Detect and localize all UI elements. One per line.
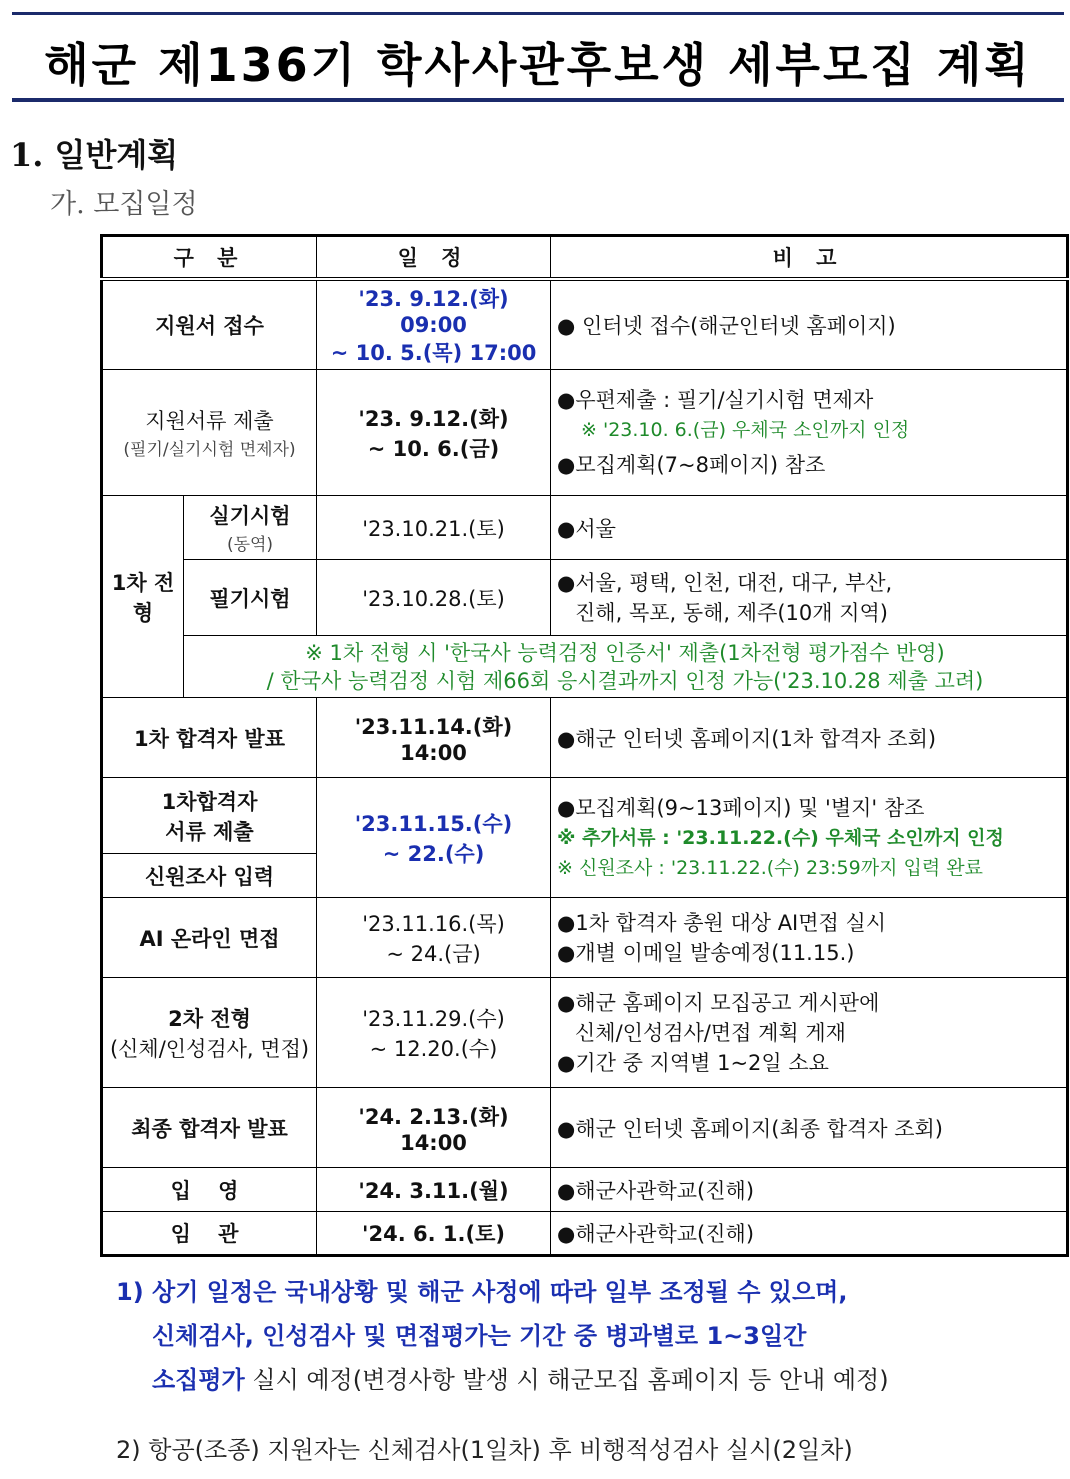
date-line: '23.11.15.(수) xyxy=(354,811,513,836)
row-note xyxy=(551,778,1068,898)
note-line: ※ '23.10. 6.(금) 우체국 소인까지 인정 xyxy=(581,419,910,441)
date-line: '23.11.14.(화) xyxy=(354,714,513,739)
note-line: ●우편제출 : 필기/실기시험 면제자 xyxy=(557,388,874,412)
table-row xyxy=(102,279,1068,370)
note-line: ●모집계획(7~8페이지) 참조 xyxy=(557,453,826,477)
date-line: ~ 10. 5.(목) 17:00 xyxy=(330,341,537,365)
label-main: 2차 전형 xyxy=(168,1006,251,1031)
header-category: 구 분 xyxy=(102,236,317,280)
row-note xyxy=(551,978,1068,1088)
date-line: 14:00 xyxy=(400,1130,467,1155)
footnote-line: 신체검사, 인성검사 및 면접평가는 기간 중 병과별로 1~3일간 xyxy=(152,1322,807,1350)
row-date xyxy=(317,1088,551,1168)
note-line: ※ 신원조사 : '23.11.22.(수) 23:59까지 입력 완료 xyxy=(557,856,983,879)
table-row xyxy=(102,1088,1068,1168)
table-row xyxy=(102,370,1068,496)
note-line: ●1차 합격자 총원 대상 AI면접 실시 xyxy=(557,910,887,935)
label-main: 실기시험 xyxy=(209,504,291,528)
header-schedule: 일 정 xyxy=(317,236,551,280)
label-sub: (필기/실기시험 면제자) xyxy=(123,440,296,460)
row-date xyxy=(317,978,551,1088)
table-row xyxy=(102,698,1068,778)
row-date xyxy=(317,778,551,898)
title-banner xyxy=(12,12,1064,102)
note-line: 진해, 목포, 동해, 제주(10개 지역) xyxy=(575,600,888,625)
table-row xyxy=(102,636,1068,698)
table-row xyxy=(102,778,1068,854)
label-sub: (신체/인성검사, 면접) xyxy=(109,1036,310,1061)
footnote-2: 2) 항공(조종) 지원자는 신체검사(1일차) 후 비행적성검사 실시(2일차) xyxy=(116,1436,853,1464)
label-main: 서류 제출 xyxy=(165,819,254,844)
row-label: 입 영 xyxy=(102,1168,317,1212)
row-date: '23.10.21.(토) xyxy=(317,496,551,560)
row-label: 지원서 접수 xyxy=(102,279,317,370)
row-date: '24. 6. 1.(토) xyxy=(317,1212,551,1256)
row-note xyxy=(551,560,1068,636)
row-note xyxy=(551,898,1068,978)
table-row xyxy=(102,978,1068,1088)
row-label xyxy=(102,978,317,1088)
footnote-emphasis: 소집평가 xyxy=(152,1366,245,1394)
note-line: ※ 추가서류 : '23.11.22.(수) 우체국 소인까지 인정 xyxy=(557,826,1004,849)
note-line: ●모집계획(9~13페이지) 및 '별지' 참조 xyxy=(557,795,925,820)
date-line: ~ 10. 6.(금) xyxy=(367,436,500,461)
footnote-1 xyxy=(116,1270,889,1402)
header-remarks: 비 고 xyxy=(551,236,1068,280)
date-line: '23.11.16.(목) xyxy=(362,911,505,936)
subsection-heading: 가. 모집일정 xyxy=(50,189,198,220)
date-line: '23. 9.12.(화) 09:00 xyxy=(358,287,509,337)
note-line: ※ 1차 전형 시 '한국사 능력검정 인증서' 제출(1차전형 평가점수 반영) xyxy=(305,640,945,665)
table-header-row xyxy=(102,236,1068,280)
note-line: 신체/인성검사/면접 계획 게재 xyxy=(575,1020,846,1045)
row-label xyxy=(184,496,317,560)
label-main: 지원서류 제출 xyxy=(145,409,274,433)
row-group-label: 1차 전형 xyxy=(102,496,184,698)
row-date xyxy=(317,898,551,978)
row-note: ●해군사관학교(진해) xyxy=(551,1168,1068,1212)
date-line: ~ 12.20.(수) xyxy=(369,1036,498,1061)
row-note: ●해군 인터넷 홈페이지(1차 합격자 조회) xyxy=(551,698,1068,778)
date-line: '24. 2.13.(화) xyxy=(358,1104,509,1129)
row-label xyxy=(102,778,317,854)
table-row xyxy=(102,1168,1068,1212)
note-line: / 한국사 능력검정 시험 제66회 응시결과까지 인정 가능('23.10.28 제출 고려) xyxy=(266,668,984,693)
note-line: ●해군 홈페이지 모집공고 게시판에 xyxy=(557,990,880,1015)
row-date xyxy=(317,698,551,778)
row-label: 신원조사 입력 xyxy=(102,854,317,898)
table-row xyxy=(102,898,1068,978)
table-row xyxy=(102,560,1068,636)
date-line: ~ 22.(수) xyxy=(382,841,485,866)
row-note: ●서울 xyxy=(551,496,1068,560)
table-row xyxy=(102,496,1068,560)
row-date: '24. 3.11.(월) xyxy=(317,1168,551,1212)
footnote-line: 1) 상기 일정은 국내상황 및 해군 사정에 따라 일부 조정될 수 있으며, xyxy=(116,1278,848,1306)
document-title: 해군 제136기 학사사관후보생 세부모집 계획 xyxy=(44,38,1032,92)
row-label: 임 관 xyxy=(102,1212,317,1256)
row-label: 1차 합격자 발표 xyxy=(102,698,317,778)
row-note: ● 인터넷 접수(해군인터넷 홈페이지) xyxy=(551,279,1068,370)
schedule-table xyxy=(100,234,1069,1257)
row-label: 필기시험 xyxy=(184,560,317,636)
row-note: ●해군 인터넷 홈페이지(최종 합격자 조회) xyxy=(551,1088,1068,1168)
footnote-text: 실시 예정(변경사항 발생 시 해군모집 홈페이지 등 안내 예정) xyxy=(244,1366,889,1394)
date-line: '23. 9.12.(화) xyxy=(358,406,509,431)
row-note: ●해군사관학교(진해) xyxy=(551,1212,1068,1256)
row-label: AI 온라인 면접 xyxy=(102,898,317,978)
date-line: ~ 24.(금) xyxy=(386,941,481,966)
row-note xyxy=(184,636,1068,698)
label-sub: (동역) xyxy=(226,535,274,555)
row-date xyxy=(317,370,551,496)
section-heading: 1. 일반계획 xyxy=(10,136,179,174)
row-label: 최종 합격자 발표 xyxy=(102,1088,317,1168)
note-line: ●기간 중 지역별 1~2일 소요 xyxy=(557,1050,829,1075)
row-date xyxy=(317,279,551,370)
footnote-line xyxy=(116,1358,889,1402)
table-row xyxy=(102,1212,1068,1256)
row-label xyxy=(102,370,317,496)
row-note xyxy=(551,370,1068,496)
label-main: 1차합격자 xyxy=(161,789,258,814)
note-line: ●서울, 평택, 인천, 대전, 대구, 부산, xyxy=(557,570,893,595)
date-line: '23.11.29.(수) xyxy=(362,1006,505,1031)
row-date: '23.10.28.(토) xyxy=(317,560,551,636)
date-line: 14:00 xyxy=(400,740,467,765)
note-line: ●개별 이메일 발송예정(11.15.) xyxy=(557,940,855,965)
